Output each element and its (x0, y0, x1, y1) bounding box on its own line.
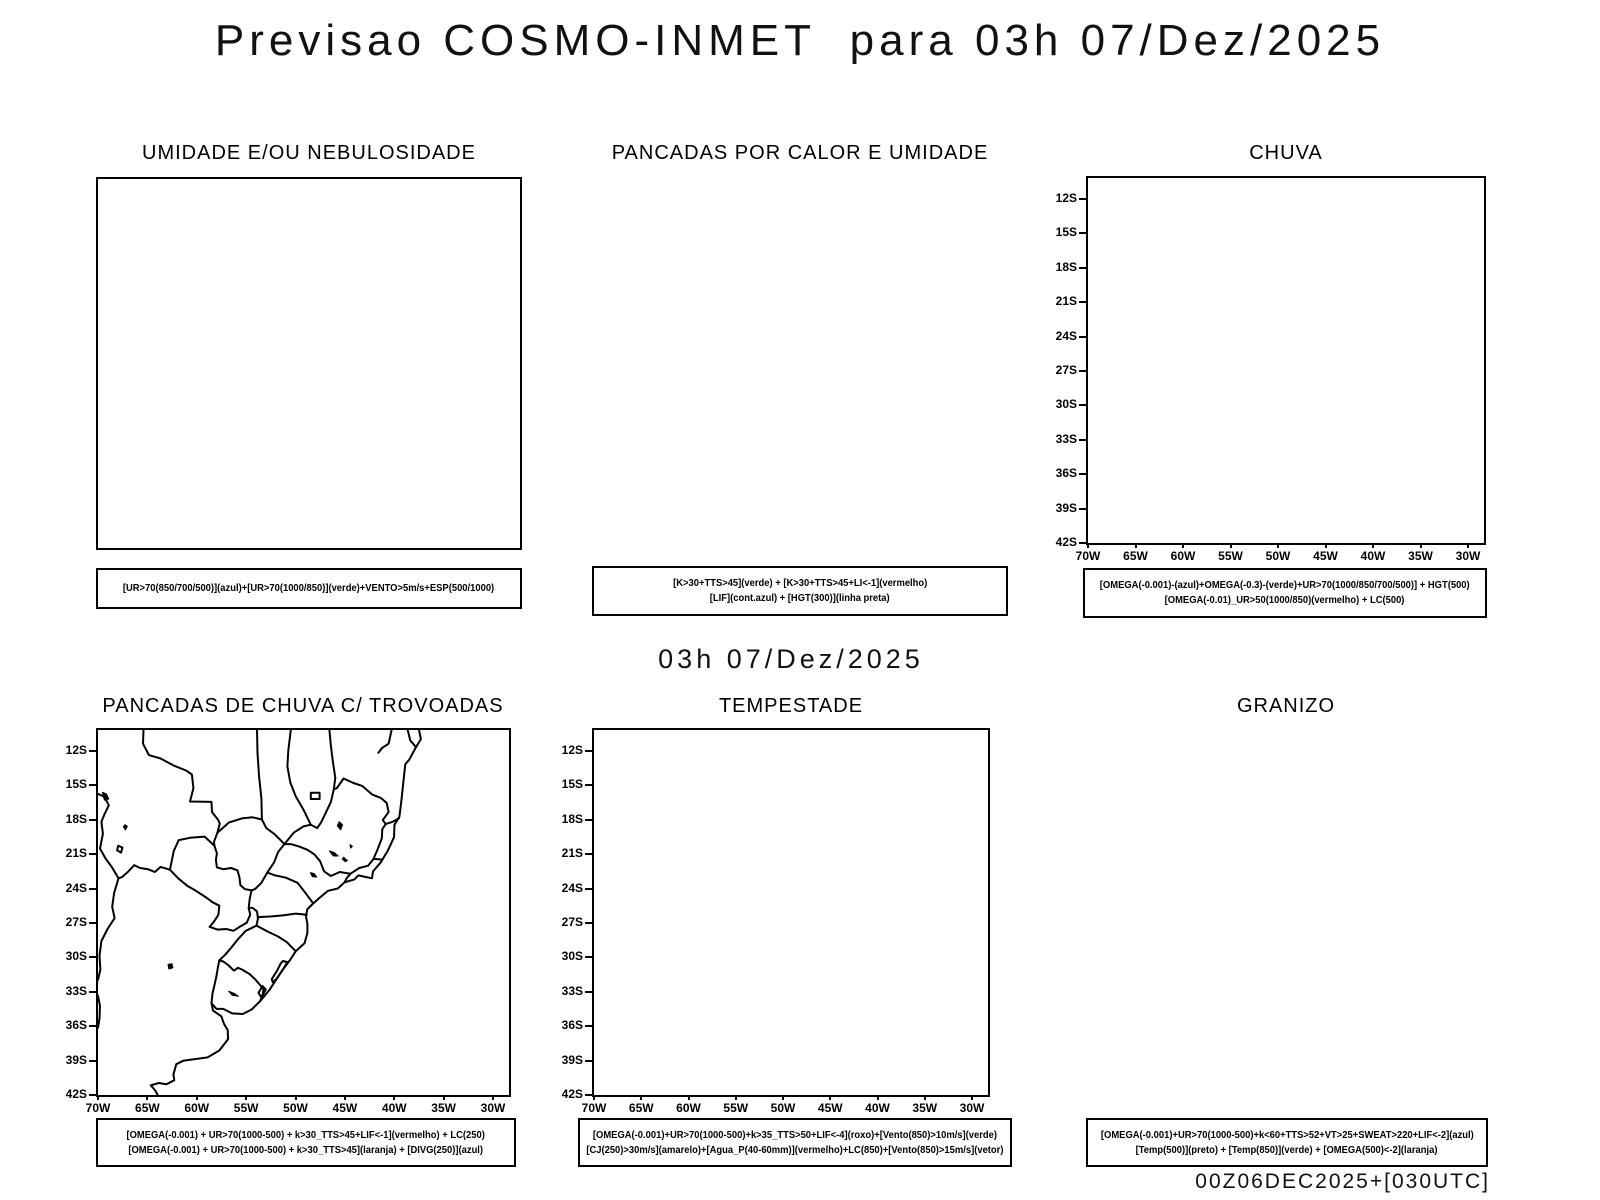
lon-tick-label: 30W (1455, 549, 1481, 563)
caption-granizo (1086, 1118, 1488, 1167)
lake-shape (350, 845, 352, 849)
lat-tick (1079, 404, 1086, 406)
lon-tick-label: 35W (912, 1101, 938, 1115)
page-title: Previsao COSMO-INMET para 03h 07/Dez/2025 (214, 16, 1386, 65)
lat-tick-label: 27S (65, 915, 87, 929)
lon-tick (640, 1095, 642, 1100)
lon-tick (829, 1095, 831, 1100)
border-outline (311, 793, 320, 799)
lat-tick (585, 922, 592, 924)
lat-tick (1079, 198, 1086, 200)
lat-tick (89, 1094, 96, 1096)
border-outline (267, 873, 312, 903)
lon-tick (492, 1095, 494, 1100)
lat-tick-label: 15S (1055, 225, 1077, 240)
lat-tick (585, 853, 592, 855)
lon-tick-label: 50W (770, 1101, 796, 1115)
lon-tick-label: 55W (233, 1101, 259, 1115)
lat-tick-label: 24S (561, 880, 583, 895)
caption-line: [K>30+TTS>45](verde) + [K>30+TTS>45+LI<-1](vermelho) (672, 578, 928, 589)
lat-tick (89, 819, 96, 821)
lat-tick (585, 888, 592, 890)
border-outline (252, 844, 285, 890)
lat-tick (1079, 542, 1086, 544)
lake-shape (168, 964, 173, 969)
border-outline (219, 960, 263, 1001)
lat-tick-label: 18S (561, 811, 583, 826)
lat-tick (89, 750, 96, 752)
border-outline (374, 859, 382, 860)
border-outline (284, 789, 333, 844)
lat-tick-label: 12S (1055, 191, 1077, 205)
border-outline (143, 730, 220, 846)
border-outline (212, 926, 257, 1004)
border-outline (98, 794, 119, 980)
lat-tick-label: 21S (65, 846, 87, 861)
lat-tick (89, 991, 96, 993)
lat-tick-label: 15S (65, 777, 87, 792)
lon-tick-label: 40W (865, 1101, 890, 1115)
lon-tick-label: 60W (184, 1101, 210, 1115)
panel-title-pancadas-calor: PANCADAS POR CALOR E UMIDADE (611, 142, 989, 164)
lat-tick-label: 30S (561, 949, 583, 964)
lon-tick (443, 1095, 445, 1100)
lon-tick-label: 60W (676, 1101, 701, 1115)
lon-tick-label: 55W (1218, 549, 1243, 563)
caption-chuva (1083, 568, 1487, 618)
lon-tick-label: 55W (723, 1101, 749, 1115)
caption-line: [OMEGA(-0.001)+UR>70(1000-500)+k<60+TTS>52+VT>25+SWEAT>220+LIF<-2](azul) (1100, 1129, 1474, 1141)
lat-tick-label: 42S (1055, 535, 1077, 549)
border-outline (374, 824, 386, 859)
caption-tempestade (578, 1118, 1012, 1167)
border-outline (170, 837, 215, 870)
lon-tick-label: 70W (85, 1101, 111, 1115)
caption-line: [LIF](cont.azul) + [HGT(300)](linha preta) (710, 593, 890, 604)
border-outline (257, 926, 296, 952)
panel-title-umidade: UMIDADE E/OU NEBULOSIDADE (142, 142, 476, 164)
lat-tick-label: 30S (65, 949, 87, 964)
south-america-basemap (98, 730, 509, 1095)
lat-tick (1079, 370, 1086, 372)
lat-tick-label: 33S (1055, 431, 1077, 446)
lat-tick (585, 819, 592, 821)
lat-tick-label: 12S (561, 743, 583, 757)
border-outline (151, 730, 421, 1095)
lat-tick-label: 39S (65, 1052, 87, 1067)
lat-tick (585, 1094, 592, 1096)
plot-box-tempestade (561, 728, 990, 1115)
lon-tick (295, 1095, 297, 1100)
lat-tick-label: 30S (1055, 397, 1077, 412)
lat-tick-label: 24S (65, 880, 87, 895)
lon-tick-label: 65W (628, 1101, 654, 1115)
lat-tick-label: 39S (561, 1052, 583, 1067)
border-outline (119, 865, 170, 878)
caption-pancadas-trovoadas (96, 1118, 516, 1167)
lat-tick-label: 18S (1055, 259, 1077, 274)
caption-line: [OMEGA(-0.001) + UR>70(1000-500) + k>30_TTS>45+LIF<-1](vermelho) + LC(250) (126, 1129, 486, 1141)
lon-tick (924, 1095, 926, 1100)
lake-shape (329, 851, 338, 856)
caption-line: [OMEGA(-0.01)_UR>50(1000/850)(vermelho) + LC(500) (1165, 595, 1405, 606)
lon-tick (735, 1095, 737, 1100)
caption-pancadas-calor (592, 566, 1008, 616)
lon-tick (1325, 543, 1327, 548)
lat-tick-label: 21S (561, 846, 583, 861)
lon-tick (1230, 543, 1232, 548)
lat-tick (1079, 336, 1086, 338)
lon-tick-label: 35W (1408, 549, 1433, 563)
lat-tick (89, 922, 96, 924)
plot-box-umidade (96, 177, 522, 550)
panel-title-chuva: CHUVA (1249, 142, 1323, 164)
lon-tick (1182, 543, 1184, 548)
lon-tick (146, 1095, 148, 1100)
lon-tick-label: 45W (1313, 549, 1338, 563)
panel-title-pancadas-trovoadas: PANCADAS DE CHUVA C/ TROVOADAS (102, 695, 504, 717)
lat-tick (1079, 508, 1086, 510)
border-outline (284, 844, 350, 876)
lon-tick (196, 1095, 198, 1100)
border-outline (214, 846, 258, 926)
border-outline (408, 730, 416, 747)
lon-tick-label: 70W (581, 1101, 607, 1115)
lon-tick (1467, 543, 1469, 548)
lon-tick-label: 40W (1360, 549, 1386, 563)
caption-umidade (96, 568, 522, 609)
lat-tick (1079, 232, 1086, 234)
lat-tick (89, 1025, 96, 1027)
lat-tick (1079, 439, 1086, 441)
lon-tick-label: 40W (381, 1101, 407, 1115)
lon-tick-label: 70W (1075, 549, 1101, 563)
lat-tick (1079, 473, 1086, 475)
lon-tick-label: 65W (1123, 549, 1148, 563)
caption-line: [UR>70(850/700/500)](azul)+[UR>70(1000/850)](verde)+VENTO>5m/s+ESP(500/1000) (123, 583, 495, 594)
border-outline (287, 730, 310, 825)
lon-tick-label: 50W (283, 1101, 308, 1115)
lon-tick-label: 50W (1265, 549, 1291, 563)
lat-tick (585, 956, 592, 958)
caption-line: [Temp(500)](preto) + [Temp(850)](verde) + [OMEGA(500)<-2](laranja) (1136, 1144, 1438, 1156)
lat-tick-label: 12S (65, 743, 87, 757)
lon-tick-label: 35W (431, 1101, 456, 1115)
lat-tick-label: 33S (65, 983, 87, 998)
lat-tick (585, 991, 592, 993)
lat-tick (89, 1060, 96, 1062)
lon-tick (688, 1095, 690, 1100)
caption-line: [OMEGA(-0.001)-(azul)+OMEGA(-0.3)-(verde)+UR>70(1000/850/700/500)] + HGT(500) (1100, 580, 1470, 591)
lon-tick (1372, 543, 1374, 548)
lake-shape (102, 792, 108, 800)
border-outline (351, 859, 374, 874)
lon-tick (1135, 543, 1137, 548)
lon-tick-label: 60W (1170, 549, 1196, 563)
lon-tick (1087, 543, 1089, 548)
valid-time-label: 03h 07/Dez/2025 (658, 644, 924, 674)
lat-tick-label: 27S (561, 915, 583, 929)
lon-tick-label: 30W (959, 1101, 985, 1115)
lon-tick (782, 1095, 784, 1100)
caption-line: [CJ(250)>30m/s](amarelo)+[Agua_P(40-60mm)](vermelho)+LC(850)+[Vento(850)>15m/s](vetor) (586, 1144, 1004, 1156)
lon-tick-label: 65W (135, 1101, 160, 1115)
border-outline (98, 996, 100, 1028)
lat-tick-label: 42S (65, 1087, 87, 1101)
plot-box-chuva (1055, 176, 1486, 563)
lat-tick (89, 784, 96, 786)
border-outline (334, 779, 389, 825)
lake-shape (342, 857, 347, 862)
border-outline (272, 961, 288, 982)
lat-tick-label: 36S (561, 1018, 583, 1033)
model-run-label: 00Z06DEC2025+[030UTC] (1195, 1170, 1490, 1193)
lat-tick (89, 888, 96, 890)
lat-tick-label: 27S (1055, 363, 1077, 377)
lat-tick-label: 18S (65, 811, 87, 826)
plot-box-pancadas-trovoadas (65, 728, 511, 1115)
lat-tick-label: 15S (561, 777, 583, 792)
lat-tick (89, 853, 96, 855)
lat-tick-label: 42S (561, 1087, 583, 1101)
lon-tick (344, 1095, 346, 1100)
border-outline (378, 730, 391, 753)
border-outline (329, 730, 335, 789)
lat-tick (1079, 267, 1086, 269)
border-outline (257, 730, 262, 820)
lat-tick (585, 1025, 592, 1027)
lon-tick (393, 1095, 395, 1100)
lat-tick-label: 39S (1055, 500, 1077, 515)
lake-shape (337, 822, 342, 830)
lon-tick (1277, 543, 1279, 548)
lake-shape (310, 873, 316, 878)
lat-tick-label: 36S (65, 1018, 87, 1033)
lat-tick-label: 24S (1055, 328, 1077, 343)
border-outline (258, 914, 307, 918)
lat-tick (1079, 301, 1086, 303)
panel-title-tempestade: TEMPESTADE (718, 695, 864, 717)
lon-tick-label: 45W (332, 1101, 358, 1115)
lon-tick-label: 30W (480, 1101, 506, 1115)
lon-tick (97, 1095, 99, 1100)
border-outline (217, 817, 262, 832)
lon-tick (971, 1095, 973, 1100)
lon-tick (1420, 543, 1422, 548)
lat-tick (585, 784, 592, 786)
lon-tick (593, 1095, 595, 1100)
border-outline (262, 820, 285, 845)
lon-tick (245, 1095, 247, 1100)
lon-tick (877, 1095, 879, 1100)
border-outline (117, 846, 122, 853)
lat-tick-label: 36S (1055, 466, 1077, 481)
lon-tick-label: 45W (817, 1101, 843, 1115)
border-outline (170, 870, 250, 931)
caption-line: [OMEGA(-0.001) + UR>70(1000-500) + k>30_TTS>45](laranja) + [DIVG(250)](azul) (128, 1144, 484, 1156)
lake-shape (229, 991, 239, 996)
lat-tick-label: 21S (1055, 294, 1077, 309)
lat-tick-label: 33S (561, 983, 583, 998)
caption-line: [OMEGA(-0.001)+UR>70(1000-500)+k>35_TTS>50+LIF<-4](roxo)+[Vento(850)>10m/s](verde) (592, 1129, 998, 1141)
lake-shape (123, 825, 127, 830)
lat-tick (585, 1060, 592, 1062)
lat-tick (89, 956, 96, 958)
panel-title-granizo: GRANIZO (1236, 695, 1336, 717)
lat-tick (585, 750, 592, 752)
